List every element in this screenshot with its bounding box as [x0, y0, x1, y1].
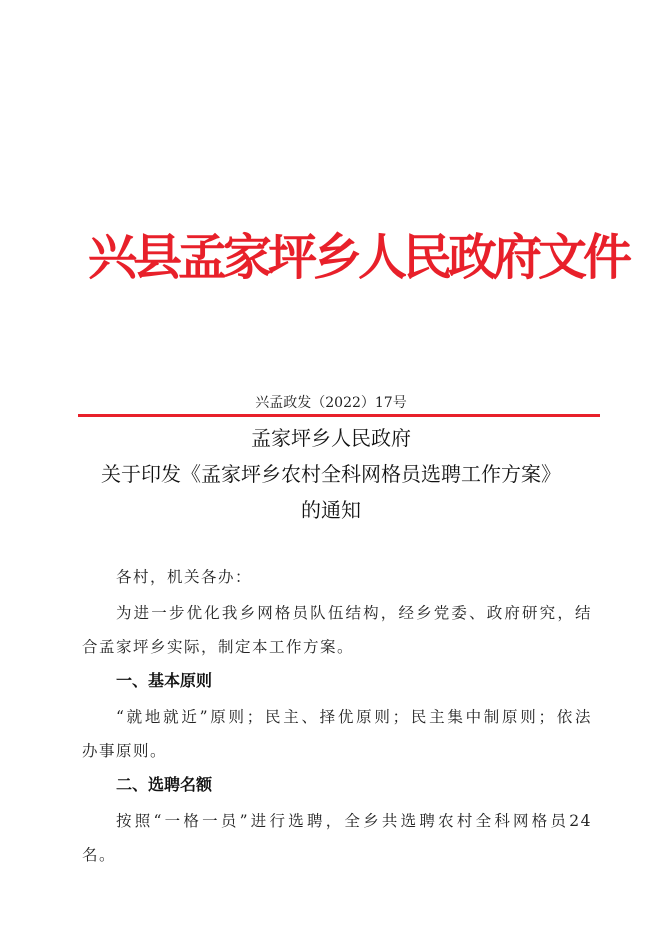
quota-line-2: 名。: [82, 846, 117, 864]
principles-line-2: 办事原则。: [82, 742, 168, 760]
quota-line-1: 按照“一格一员”进行选聘，全乡共选聘农村全科网格员24: [116, 812, 592, 830]
section-heading-quota: 二、选聘名额: [116, 775, 213, 794]
intro-line-1: 为进一步优化我乡网格员队伍结构，经乡党委、政府研究，结: [116, 604, 592, 622]
title-line-2: 关于印发《孟家坪乡农村全科网格员选聘工作方案》: [101, 462, 561, 486]
section-heading-principles: 一、基本原则: [116, 671, 213, 690]
title-line-1: 孟家坪乡人民政府: [251, 426, 411, 450]
principles-line-1: “就地就近”原则；民主、择优原则；民主集中制原则；依法: [116, 708, 592, 726]
salutation: 各村，机关各办：: [116, 568, 253, 586]
title-line-3: 的通知: [301, 498, 361, 522]
intro-line-2: 合孟家坪乡实际，制定本工作方案。: [82, 638, 355, 656]
document-masthead: 兴县孟家坪乡人民政府文件: [88, 228, 629, 286]
document-number: 兴孟政发（2022）17号: [255, 395, 407, 411]
red-divider-line: [78, 414, 600, 417]
